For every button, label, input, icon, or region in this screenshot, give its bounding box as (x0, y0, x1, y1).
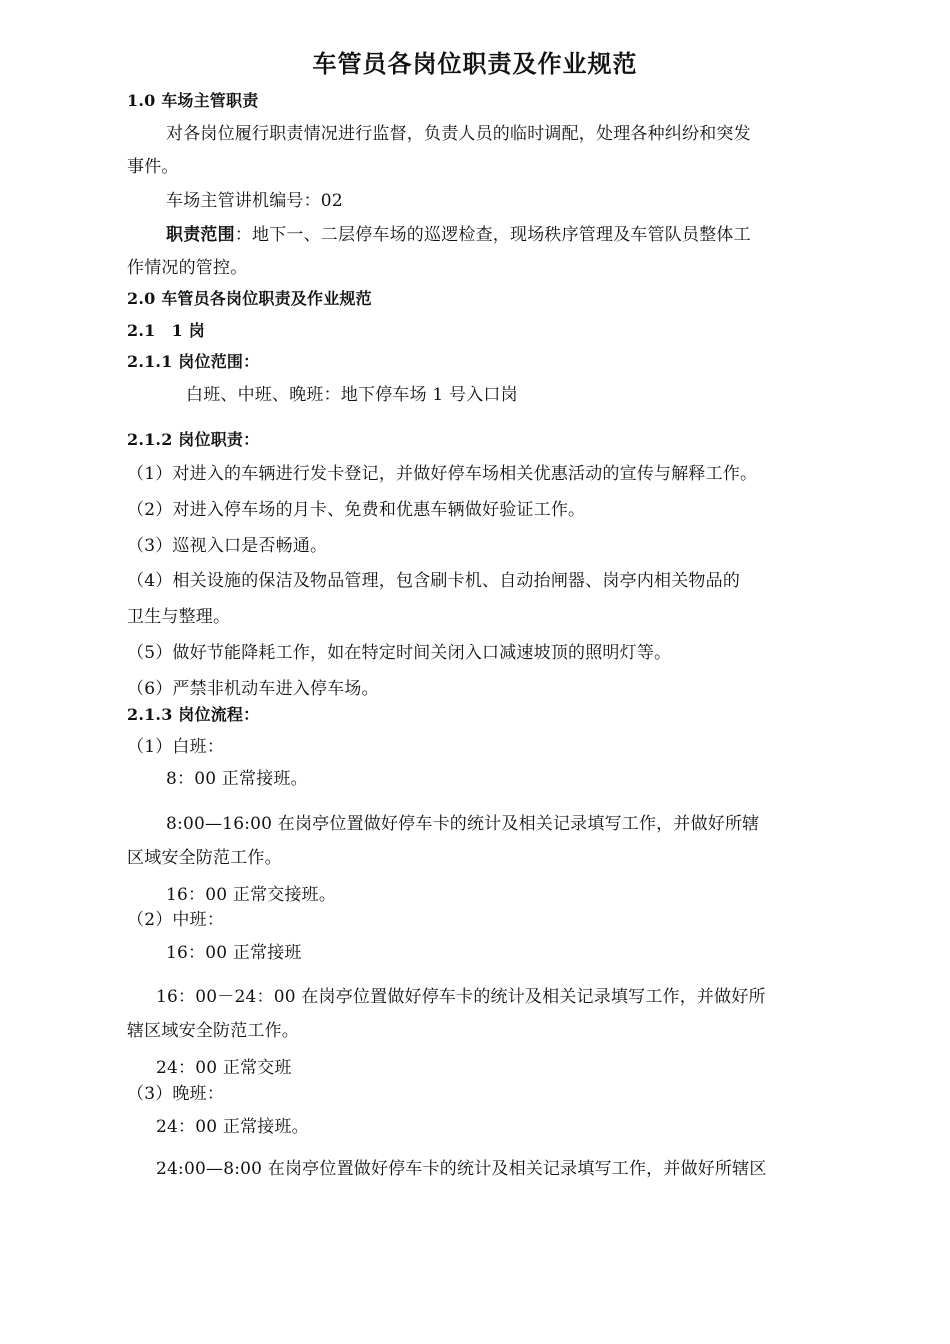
s1-scope-label: 职责范围 (166, 225, 235, 245)
section-2-heading: 2.0 车管员各岗位职责及作业规范 (127, 289, 372, 308)
duty-item-1: （1）对进入的车辆进行发卡登记，并做好停车场相关优惠活动的宣传与解释工作。 (127, 464, 758, 484)
shift-day-label: （1）白班： (127, 737, 225, 757)
duty-item-2: （2）对进入停车场的月卡、免费和优惠车辆做好验证工作。 (127, 500, 586, 520)
subsection-2-1-2-heading: 2.1.2 岗位职责： (127, 430, 260, 449)
s1-scope-line-2: 作情况的管控。 (127, 258, 248, 278)
s1-radio-number: 车场主管讲机编号：02 (166, 191, 343, 211)
s1-paragraph-line-2: 事件。 (127, 157, 179, 177)
post-scope-text: 白班、中班、晚班：地下停车场 1 号入口岗 (186, 385, 518, 405)
shift-night-time-1: 24：00 正常接班。 (156, 1117, 309, 1137)
shift-night-time-2-line-1: 24:00—8:00 在岗亭位置做好停车卡的统计及相关记录填写工作，并做好所辖区 (156, 1159, 767, 1179)
shift-day-time-2-line-1: 8:00—16:00 在岗亭位置做好停车卡的统计及相关记录填写工作，并做好所辖 (166, 814, 760, 834)
shift-mid-time-3: 24：00 正常交班 (156, 1058, 292, 1078)
shift-mid-time-2-line-1: 16：00－24：00 在岗亭位置做好停车卡的统计及相关记录填写工作，并做好所 (156, 987, 766, 1007)
duty-item-4-line-1: （4）相关设施的保洁及物品管理，包含刷卡机、自动抬闸器、岗亭内相关物品的 (127, 571, 741, 591)
section-1-heading: 1.0 车场主管职责 (127, 91, 259, 110)
subsection-2-1-heading: 2.1 1 岗 (127, 321, 205, 340)
shift-day-time-1: 8：00 正常接班。 (166, 769, 308, 789)
shift-mid-label: （2）中班： (127, 910, 225, 930)
s1-paragraph-line-1: 对各岗位履行职责情况进行监督，负责人员的临时调配，处理各种纠纷和突发 (166, 124, 751, 144)
subsection-2-1-1-heading: 2.1.1 岗位范围： (127, 352, 260, 371)
s1-scope-text: ：地下一、二层停车场的巡逻检查，现场秩序管理及车管队员整体工 (234, 225, 751, 245)
duty-item-6: （6）严禁非机动车进入停车场。 (127, 679, 379, 699)
shift-mid-time-1: 16：00 正常接班 (166, 943, 302, 963)
shift-mid-time-2-line-2: 辖区域安全防范工作。 (127, 1021, 299, 1041)
duty-item-3: （3）巡视入口是否畅通。 (127, 536, 328, 556)
subsection-2-1-3-heading: 2.1.3 岗位流程： (127, 705, 260, 724)
doc-title: 车管员各岗位职责及作业规范 (312, 50, 638, 78)
shift-day-time-2-line-2: 区域安全防范工作。 (127, 848, 282, 868)
duty-item-5: （5）做好节能降耗工作，如在特定时间关闭入口减速坡顶的照明灯等。 (127, 643, 672, 663)
s1-scope-line-1 (166, 224, 751, 246)
duty-item-4-line-2: 卫生与整理。 (127, 607, 231, 627)
shift-day-time-3: 16：00 正常交接班。 (166, 885, 337, 905)
shift-night-label: （3）晚班： (127, 1084, 225, 1104)
